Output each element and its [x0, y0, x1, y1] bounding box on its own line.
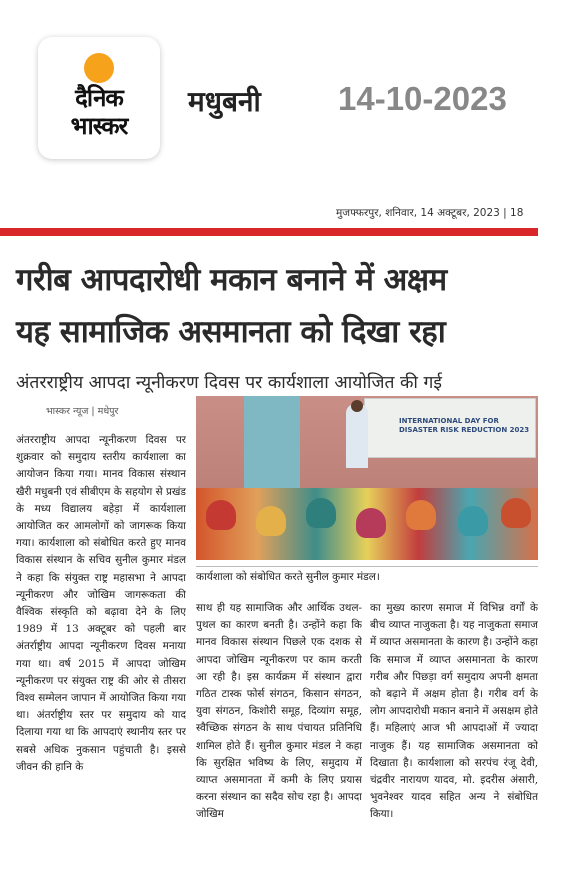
headline-line-1: गरीब आपदारोधी मकान बनाने में अक्षम [16, 262, 447, 298]
article-column-2: साथ ही यह सामाजिक और आर्थिक उथल-पुथल का कारण बनती है। उन्होंने कहा कि मानव विकास संस्थान पिछले एक दशक से आपदा जोखिम न्यूनीकरण पर काम करती आ रही है। इस कार्यक्रम में संस्थान द्वारा गठित टास्क फोर्स संगठन, किसान संगठन, युवा संगठन, किशोरी समूह, दिव्यांग समूह, स्वैच्छिक संगठन के साथ पंचायत प्रतिनिधि शामिल होते हैं। सुनील कुमार मंडल ने कहा कि सुरक्षित भविष्य के लिए, समुदाय में व्याप्त असमानता में कमी के लिए प्रयास करना संस्थान का सदैव सोच रहा है। आपदा जोखिम [196, 602, 362, 821]
photo-caption: कार्यशाला को संबोधित करते सुनील कुमार मंडल। [196, 571, 380, 583]
logo-text-line1: दैनिक [75, 84, 123, 112]
article-column-1: अंतरराष्ट्रीय आपदा न्यूनीकरण दिवस पर शुक्रवार को समुदाय स्तरीय कार्यशाला का आयोजन किया गया। मानव विकास संस्थान खैरी मधुबनी एवं सीबीएम के सहयोग से प्रखंड के मध्य विद्यालय बहेड़ा में कार्यशाला आयोजित कर आमलोगों को जागरूक किया गया। कार्यशाला को संबोधित करते हुए मानव विकास संस्थान के सचिव सुनील कुमार मंडल ने कहा कि संयुक्त राष्ट्र महासभा ने आपदा न्यूनीकरण और जोखिम जागरूकता की वैश्विक संस्कृति को बढ़ावा देने के लिए 1989 में 13 अक्टूबर को पहली बार अंतर्राष्ट्रीय आपदा न्यूनीकरण दिवस मनाया गया था। वर्ष 2015 में आपदा जोखिम न्यूनीकरण पर संयुक्त राष्ट्र की ओर से तीसरा विश्व सम्मेलन जापान में आयोजित किया गया था। अंतर्राष्ट्रीय स्तर पर समुदाय को याद दिलाया गया था कि आपदाएं स्थानीय स्तर पर सबसे अधिक नुकसान पहुंचाती है। इससे जीवन की हानि के [16, 434, 186, 773]
article-column-3: का मुख्य कारण समाज में विभिन्न वर्गों के बीच व्याप्त नाजुकता है। यह नाजुकता समाज में व्याप्त असमानता के कारण है। उन्होंने कहा कि समाज में व्याप्त असमानता के कारण गरीब और पिछड़ा वर्ग समुदाय अपनी क्षमता को बढ़ाने में अक्षम होता है। गरीब वर्ग के लोग आपदारोधी मकान बनाने में असक्षम होते हैं। महिलाएं आज भी आपदाओं में ज्यादा नाजुक हैं। यह सामाजिक असमानता को दिखाता है। कार्यशाला को सरपंच रंजू देवी, चंद्रवीर नारायण यादव, मो. इदरीस अंसारी, भुवनेश्वर यादव सहित अन्य ने संबोधित किया। [370, 602, 538, 821]
logo-text-line2: भास्कर [70, 112, 128, 140]
caption-rule [196, 566, 538, 567]
headline-line-2: यह सामाजिक असमानता को दिखा रहा [16, 314, 446, 350]
subheadline: अंतरराष्ट्रीय आपदा न्यूनीकरण दिवस पर कार्यशाला आयोजित की गई [16, 373, 442, 393]
dainik-bhaskar-logo [38, 37, 160, 159]
sun-icon [84, 53, 114, 83]
publication-date: 14-10-2023 [338, 80, 507, 117]
section-divider [0, 228, 538, 236]
edition-city: मधुबनी [188, 85, 261, 118]
photo-banner [364, 398, 536, 458]
byline: भास्कर न्यूज | मधेपुर [46, 406, 119, 417]
speaker-figure [346, 404, 368, 468]
page-dateline: मुजफ्फरपुर, शनिवार, 14 अक्टूबर, 2023 | 18 [336, 207, 524, 219]
photo-banner-text: INTERNATIONAL DAY FOR DISASTER RISK REDUCTION 2023 [399, 417, 530, 434]
article-photo [196, 396, 538, 560]
